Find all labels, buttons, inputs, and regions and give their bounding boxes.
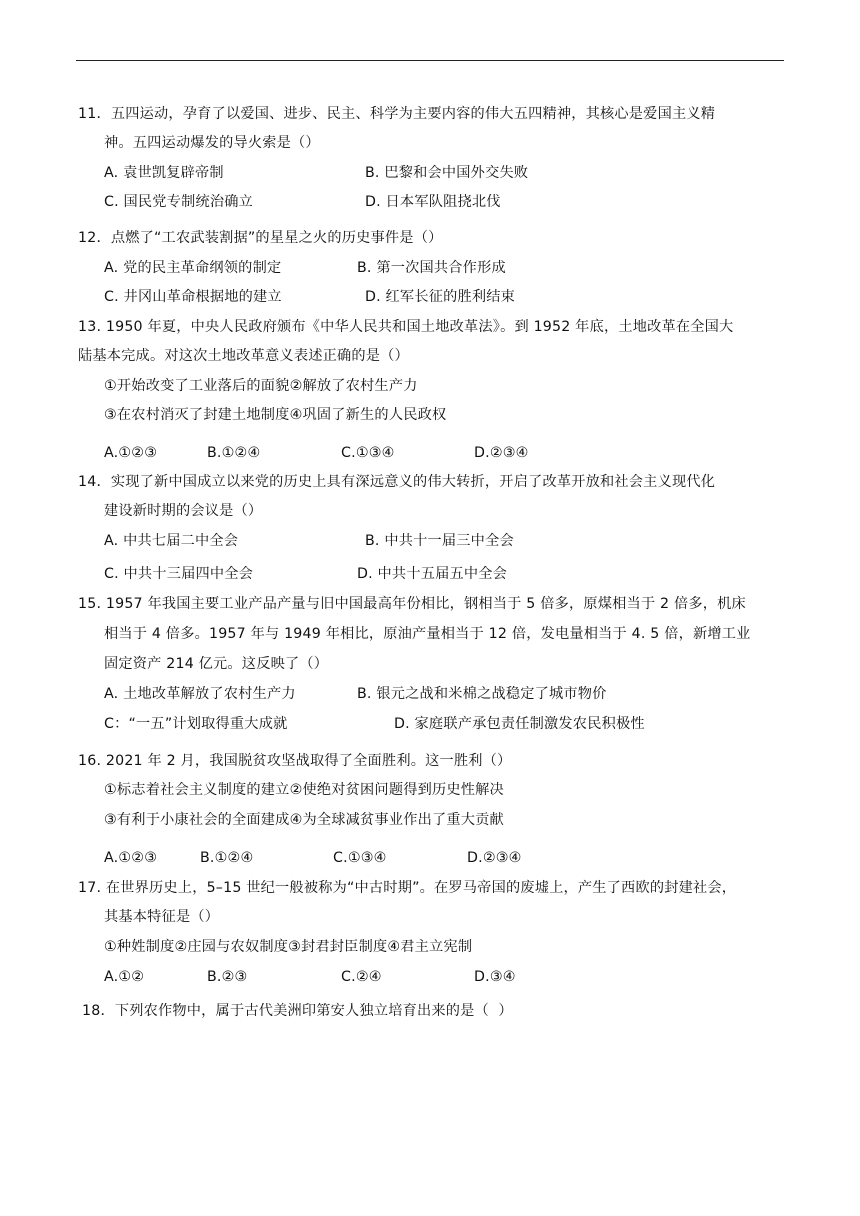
option-d: D. 家庭联产承包责任制激发农民积极性: [394, 716, 645, 732]
question-stem-line: 陆基本完成。对这次土地改革意义表述正确的是（）: [78, 348, 409, 364]
option-c: C. 中共十三届四中全会: [104, 566, 254, 582]
option-d: D.②③④: [467, 850, 522, 866]
option-b: B.①②④: [200, 850, 254, 866]
header-rule: [76, 60, 784, 61]
question-stem-line: 13. 1950 年夏，中央人民政府颁布《中华人民共和国土地改革法》。到 1952 年底，土地改革在全国大: [78, 319, 734, 335]
option-c: C. 国民党专制统治确立: [104, 194, 254, 210]
question-stem-line: 15. 1957 年我国主要工业产品产量与旧中国最高年份相比，钢相当于 5 倍多，原煤相当于 2 倍多，机床: [78, 596, 746, 612]
statement-line: ③有利于小康社会的全面建成④为全球减贫事业作出了重大贡献: [104, 812, 504, 828]
question-stem-line: 16. 2021 年 2 月，我国脱贫攻坚战取得了全面胜利。这一胜利（）: [78, 753, 512, 769]
option-c: C.①③④: [333, 850, 387, 866]
option-a: A. 袁世凯复辟帝制: [104, 165, 224, 181]
statement-line: ①标志着社会主义制度的建立②使绝对贫困问题得到历史性解决: [104, 782, 504, 798]
question-stem-line: 11．五四运动，孕育了以爱国、进步、民主、科学为主要内容的伟大五四精神，其核心是爱国主义精: [78, 106, 716, 122]
question-stem-line: 相当于 4 倍多。1957 年与 1949 年相比，原油产量相当于 12 倍，发电量相当于 4. 5 倍，新增工业: [104, 626, 751, 642]
option-d: D. 日本军队阻挠北伐: [365, 194, 501, 210]
option-d: D. 红军长征的胜利结束: [365, 289, 516, 305]
statement-line: ③在农村消灭了封建土地制度④巩固了新生的人民政权: [104, 407, 447, 423]
question-stem-line: 神。五四运动爆发的导火索是（）: [104, 135, 320, 151]
option-c: C.①③④: [341, 445, 395, 461]
option-b: B. 巴黎和会中国外交失败: [365, 165, 529, 181]
statement-line: ①开始改变了工业落后的面貌②解放了农村生产力: [104, 378, 418, 394]
question-stem-line: 18．下列农作物中，属于古代美洲印第安人独立培育出来的是（ ）: [82, 1003, 513, 1019]
option-d: D.②③④: [474, 445, 529, 461]
question-stem-line: 其基本特征是（）: [104, 909, 220, 925]
question-stem-line: 建设新时期的会议是（）: [104, 503, 263, 519]
option-a: A.①②③: [104, 850, 158, 866]
option-a: A. 中共七届二中全会: [104, 533, 239, 549]
question-stem-line: 14．实现了新中国成立以来党的历史上具有深远意义的伟大转折，开启了改革开放和社会主义现代化: [78, 474, 716, 490]
option-a: A.①②③: [104, 445, 158, 461]
option-d: D.③④: [474, 969, 516, 985]
option-b: B. 第一次国共合作形成: [357, 260, 506, 276]
question-stem-line: 12．点燃了“工农武装割据”的星星之火的历史事件是（）: [78, 230, 443, 246]
option-b: B. 银元之战和米棉之战稳定了城市物价: [357, 686, 607, 702]
question-stem-line: 固定资产 214 亿元。这反映了（）: [104, 656, 329, 672]
option-a: A. 党的民主革命纲领的制定: [104, 260, 282, 276]
option-c: C：“一五”计划取得重大成就: [104, 716, 288, 732]
option-d: D. 中共十五届五中全会: [357, 566, 508, 582]
option-b: B. 中共十一届三中全会: [365, 533, 514, 549]
option-c: C. 井冈山革命根据地的建立: [104, 289, 282, 305]
option-a: A.①②: [104, 969, 145, 985]
option-b: B.②③: [207, 969, 248, 985]
option-b: B.①②④: [207, 445, 261, 461]
option-a: A. 土地改革解放了农村生产力: [104, 686, 296, 702]
option-c: C.②④: [341, 969, 382, 985]
statement-line: ①种姓制度②庄园与农奴制度③封君封臣制度④君主立宪制: [104, 939, 473, 955]
question-stem-line: 17. 在世界历史上，5–15 世纪一般被称为“中古时期”。在罗马帝国的废墟上，产生了西欧的封建社会，: [78, 880, 737, 896]
